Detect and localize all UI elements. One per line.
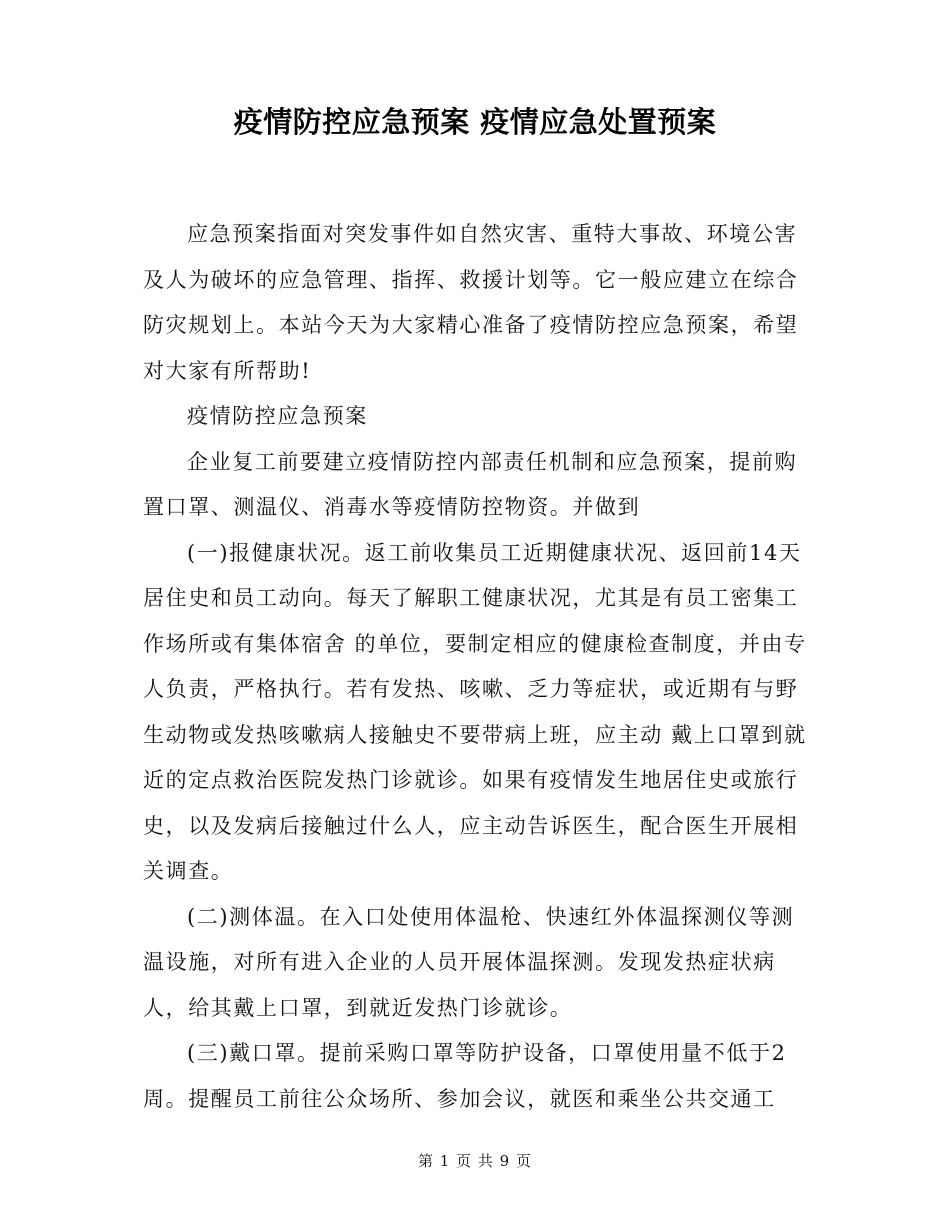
body-paragraph: 企业复工前要建立疫情防控内部责任机制和应急预案，提前购置口罩、测温仪、消毒水等疫情防控物资。并做到 (143, 449, 798, 519)
item-temperature-check: (二)测体温。在入口处使用体温枪、快速红外体温探测仪等测温设施，对所有进入企业的人员开展体温探测。发现发热症状病人，给其戴上口罩，到就近发热门诊就诊。 (143, 904, 795, 1020)
page-footer: 第 1 页 共 9 页 (418, 1152, 532, 1170)
document-body (143, 212, 807, 1122)
item-health-report: (一)报健康状况。返工前收集员工近期健康状况、返回前14天居住史和员工动向。每天了解职工健康状况，尤其是有员工密集工作场所或有集体宿舍 的单位，要制定相应的健康检查制度，并由专人负责，严格执行。若有发热、咳嗽、乏力等症状，或近期有与野生动物或发热咳嗽病人接触史不要带病上班，应主动 戴上口罩到就近的定点救治医院发热门诊就诊。如果有疫情发生地居住史或旅行史，以及发病后接触过什么人，应主动告诉医生，配合医生开展相关调查。 (143, 540, 807, 883)
item-wear-mask: (三)戴口罩。提前采购口罩等防护设备，口罩使用量不低于2周。提醒员工前往公众场所、参加会议，就医和乘坐公共交通工 (143, 1041, 787, 1111)
document-title: 疫情防控应急预案 疫情应急处置预案 (233, 105, 717, 139)
intro-paragraph: 应急预案指面对突发事件如自然灾害、重特大事故、环境公害及人为破坏的应急管理、指挥、救援计划等。它一般应建立在综合防灾规划上。本站今天为大家精心准备了疫情防控应急预案，希望对大家有所帮助! (143, 222, 799, 383)
section-heading: 疫情防控应急预案 (187, 404, 368, 428)
